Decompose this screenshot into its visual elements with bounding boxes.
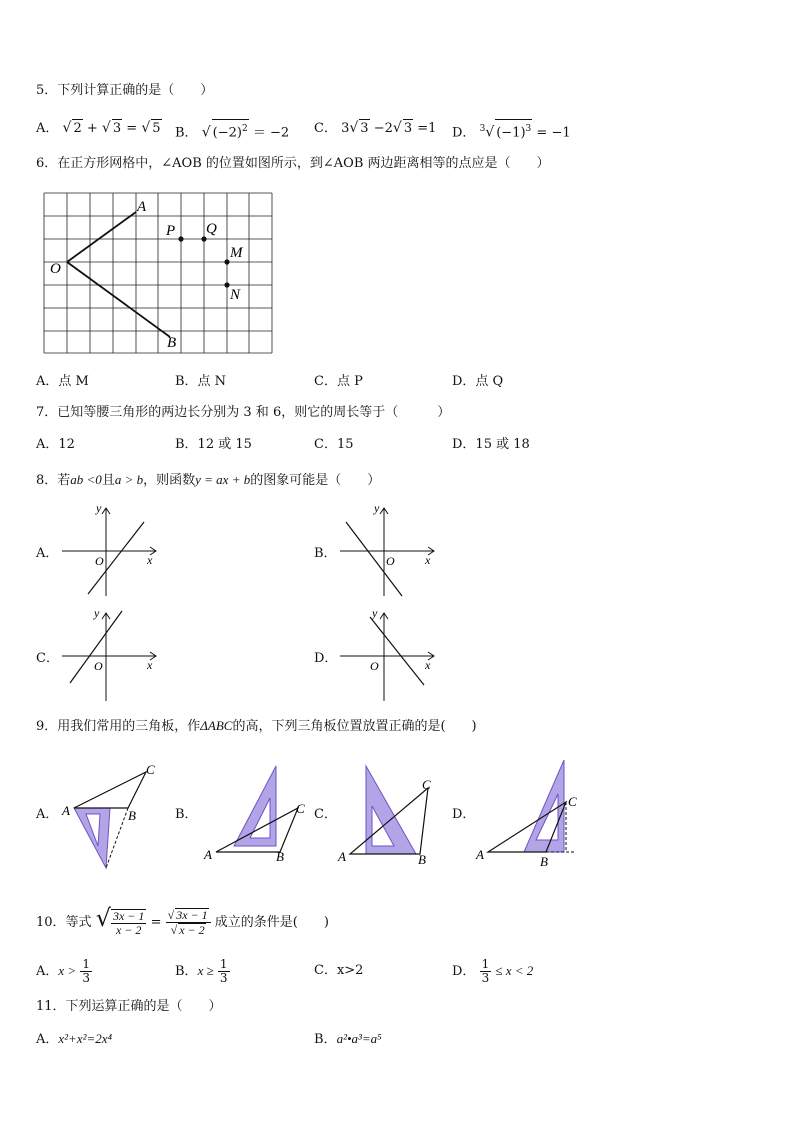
q10-d-den: 3 <box>481 971 490 985</box>
q8-d-y: y <box>372 606 378 620</box>
q5-c-rad2: 3 <box>403 121 413 136</box>
q9-stem-pre: 9．用我们常用的三角板，作 <box>36 719 201 734</box>
q8-a-x: x <box>147 553 153 567</box>
q5-c-minus: −2 <box>373 121 393 136</box>
q10-eq: = <box>150 915 162 930</box>
q8-b-y: y <box>374 501 380 515</box>
q5-option-b[interactable]: B． √ $(-2)^2 = -2$ <box>175 119 289 142</box>
q8-d-line <box>370 617 424 685</box>
q5-a-rad2: 3 <box>112 121 122 136</box>
q5-option-c-label: C． <box>314 121 337 136</box>
q5-b-rad <box>212 119 249 142</box>
q11-stem: 11．下列运算正确的是（ ） <box>36 999 222 1014</box>
q10-rhs-den: √ x − 2 <box>170 923 205 937</box>
q8-c-x: x <box>147 658 153 672</box>
q10-option-c[interactable]: C．x>2 <box>314 963 364 978</box>
q6-option-b[interactable]: B．点 N <box>175 374 227 389</box>
q9-a-label-c: C <box>146 762 155 777</box>
q9-triangle: ΔABC <box>200 718 233 733</box>
q7-option-d[interactable]: D．15 或 18 <box>452 437 530 452</box>
q10-stem: 10．等式 √ $\frac{3x - 1}{x - 2}$ = $\frac{√ 3x - 1}{√ x - 2}$ 成立的条件是( ) <box>36 904 329 937</box>
q5-option-d-label: D． <box>452 125 476 141</box>
q8-and: 且 <box>101 473 115 488</box>
q5-a-eq: = <box>126 121 138 136</box>
q6-label-n: N <box>230 287 241 303</box>
q10-lhs-den: x − 2 <box>115 922 142 937</box>
q8-graph-c[interactable] <box>58 605 168 705</box>
q9-d-label-a: A <box>476 847 484 862</box>
q5-b-rad-inner: (−2) <box>212 125 242 141</box>
q5-option-d[interactable]: D． $^3$√ $(-1)^3 = -1$ <box>452 119 571 142</box>
q6-label-p: P <box>166 223 176 239</box>
q8-stem-pre: 8．若 <box>36 473 71 488</box>
q5-option-c[interactable]: C． 3√ 3 −2√ 3 =1 <box>314 120 437 136</box>
q5-option-b-label: B． <box>175 125 198 141</box>
q6-point-n <box>224 282 229 287</box>
q9-stem <box>36 717 477 736</box>
q8-d-x: x <box>425 658 431 672</box>
q10-rhs-den-text: x − 2 <box>179 923 205 937</box>
q5-c-eq: =1 <box>417 121 437 136</box>
q8-graph-d[interactable] <box>336 605 446 705</box>
q6-option-d[interactable]: D．点 Q <box>452 374 504 389</box>
q5-stem: 5．下列计算正确的是（ ） <box>36 83 214 98</box>
q9-option-b-label[interactable]: B． <box>175 807 198 822</box>
q9-b-label-a: A <box>204 847 212 862</box>
q6-point-m <box>224 259 229 264</box>
q11-option-a[interactable] <box>36 1030 112 1049</box>
q6-stem: 6．在正方形网格中，∠AOB 的位置如图所示，到∠AOB 两边距离相等的点应是（ ） <box>36 156 550 171</box>
q6-ray-oa <box>67 212 136 262</box>
q9-option-a-label[interactable]: A． <box>36 807 59 822</box>
q11-b-expr: a²•a³=a⁵ <box>336 1031 382 1046</box>
q10-b-den: 3 <box>219 971 228 985</box>
q8-option-d-label[interactable]: D． <box>314 651 338 666</box>
q10-a-den: 3 <box>82 971 90 985</box>
q6-point-q <box>201 236 206 241</box>
q9-d-label-c: C <box>568 794 577 809</box>
q9-figure-d[interactable] <box>470 760 590 875</box>
q8-d-o: O <box>370 659 379 673</box>
q9-c-label-a: A <box>338 849 346 864</box>
q8-a-y: y <box>96 501 102 515</box>
q8-c-y: y <box>94 606 100 620</box>
q5-d-rad <box>495 119 532 142</box>
q6-label-m: M <box>230 245 243 261</box>
q10-d-num: 1 <box>481 957 490 971</box>
q5-d-exp: 3 <box>525 124 532 134</box>
q9-stem-post: 的高，下列三角板位置放置正确的是( ) <box>232 719 477 734</box>
q5-c-rad1: 3 <box>360 121 369 136</box>
q9-figure-c[interactable] <box>336 760 446 875</box>
q5-option-a-label: A． <box>36 121 59 136</box>
q8-c-o: O <box>94 659 103 673</box>
q8-graph-a[interactable] <box>58 500 168 600</box>
q10-d-rest: ≤ x < 2 <box>495 963 534 978</box>
q10-a-num: 1 <box>82 957 90 971</box>
q5-a-rad3: 5 <box>152 121 161 136</box>
q10-a-label: A． <box>36 964 59 979</box>
q10-b-var: x ≥ <box>197 963 214 978</box>
q5-b-eq: ＝ −2 <box>252 125 290 141</box>
q5-c-coef: 3 <box>341 121 350 136</box>
q8-cond2: a > b <box>114 472 144 487</box>
q5-option-a[interactable]: A． √ 2 + √ 3 = √ 5 <box>36 120 161 136</box>
q10-d-label: D． <box>452 964 476 979</box>
q11-a-expr: x²+x²=2x⁴ <box>58 1031 113 1046</box>
q5-d-eq: = −1 <box>536 125 571 141</box>
q7-stem: 7．已知等腰三角形的两边长分别为 3 和 6，则它的周长等于（ ） <box>36 405 451 420</box>
q6-point-p <box>178 236 183 241</box>
q6-ray-ob <box>67 262 170 337</box>
q10-lhs-num: 3x − 1 <box>112 908 145 923</box>
q11-option-b[interactable] <box>314 1030 382 1049</box>
q5-d-index: 3 <box>479 124 486 134</box>
q6-option-c[interactable]: C．点 P <box>314 374 363 389</box>
q6-label-o: O <box>50 261 61 277</box>
q8-stem <box>36 471 380 490</box>
q8-stem-post: 的图象可能是（ ） <box>250 473 381 488</box>
q9-b-label-b: B <box>276 849 284 864</box>
q9-a-label-b: B <box>128 808 136 823</box>
q10-rhs-num: √ 3x − 1 <box>166 908 211 923</box>
q10-option-a[interactable] <box>36 956 92 987</box>
q6-label-b: B <box>167 335 177 351</box>
q9-a-triangle <box>74 772 146 808</box>
q10-option-b[interactable] <box>175 956 230 987</box>
q6-grid-figure <box>30 185 290 365</box>
q6-option-a[interactable]: A．点 M <box>36 374 89 389</box>
q5-d-rad-inner: (−1) <box>496 125 526 141</box>
q6-label-q: Q <box>206 221 217 237</box>
q9-c-label-c: C <box>422 777 431 792</box>
q5-b-exp: 2 <box>241 124 248 134</box>
q9-c-label-b: B <box>418 852 426 867</box>
q7-option-c[interactable]: C．15 <box>314 437 354 452</box>
q8-option-c-label[interactable]: C． <box>36 651 59 666</box>
q9-d-label-b: B <box>540 854 548 869</box>
q9-figure-a[interactable] <box>60 760 170 875</box>
q11-a-label: A． <box>36 1032 59 1047</box>
q10-b-label: B． <box>175 964 198 979</box>
q8-func: y = ax + b <box>195 472 251 487</box>
q8-a-o: O <box>95 554 104 568</box>
q9-option-d-label[interactable]: D． <box>452 807 476 822</box>
q8-option-a-label[interactable]: A． <box>36 546 59 561</box>
q8-cond1: ab <0 <box>70 472 102 487</box>
q10-b-num: 1 <box>219 957 228 971</box>
q11-b-label: B． <box>314 1032 337 1047</box>
q8-b-x: x <box>425 553 431 567</box>
q9-a-label-a: A <box>62 803 70 818</box>
q8-b-o: O <box>386 554 395 568</box>
q5-a-plus: + <box>86 121 98 136</box>
q5-a-rad1: 2 <box>73 121 82 136</box>
q7-option-a[interactable]: A．12 <box>36 437 75 452</box>
q10-a-var: x > <box>58 963 77 978</box>
q9-option-c-label[interactable]: C． <box>314 807 337 822</box>
q9-b-label-c: C <box>296 801 305 816</box>
q8-option-b-label[interactable]: B． <box>314 546 337 561</box>
q8-graph-b[interactable] <box>336 500 446 600</box>
q7-option-b[interactable]: B．12 或 15 <box>175 437 252 452</box>
q8-mid: ，则函数 <box>143 473 196 488</box>
q10-stem-pre: 10．等式 <box>36 915 92 930</box>
q10-rhs-num-text: 3x − 1 <box>176 908 208 922</box>
q10-stem-post: 成立的条件是( ) <box>214 915 329 930</box>
q6-label-a: A <box>137 199 147 215</box>
q9-figure-b[interactable] <box>200 760 320 875</box>
q10-option-d[interactable] <box>452 956 533 987</box>
